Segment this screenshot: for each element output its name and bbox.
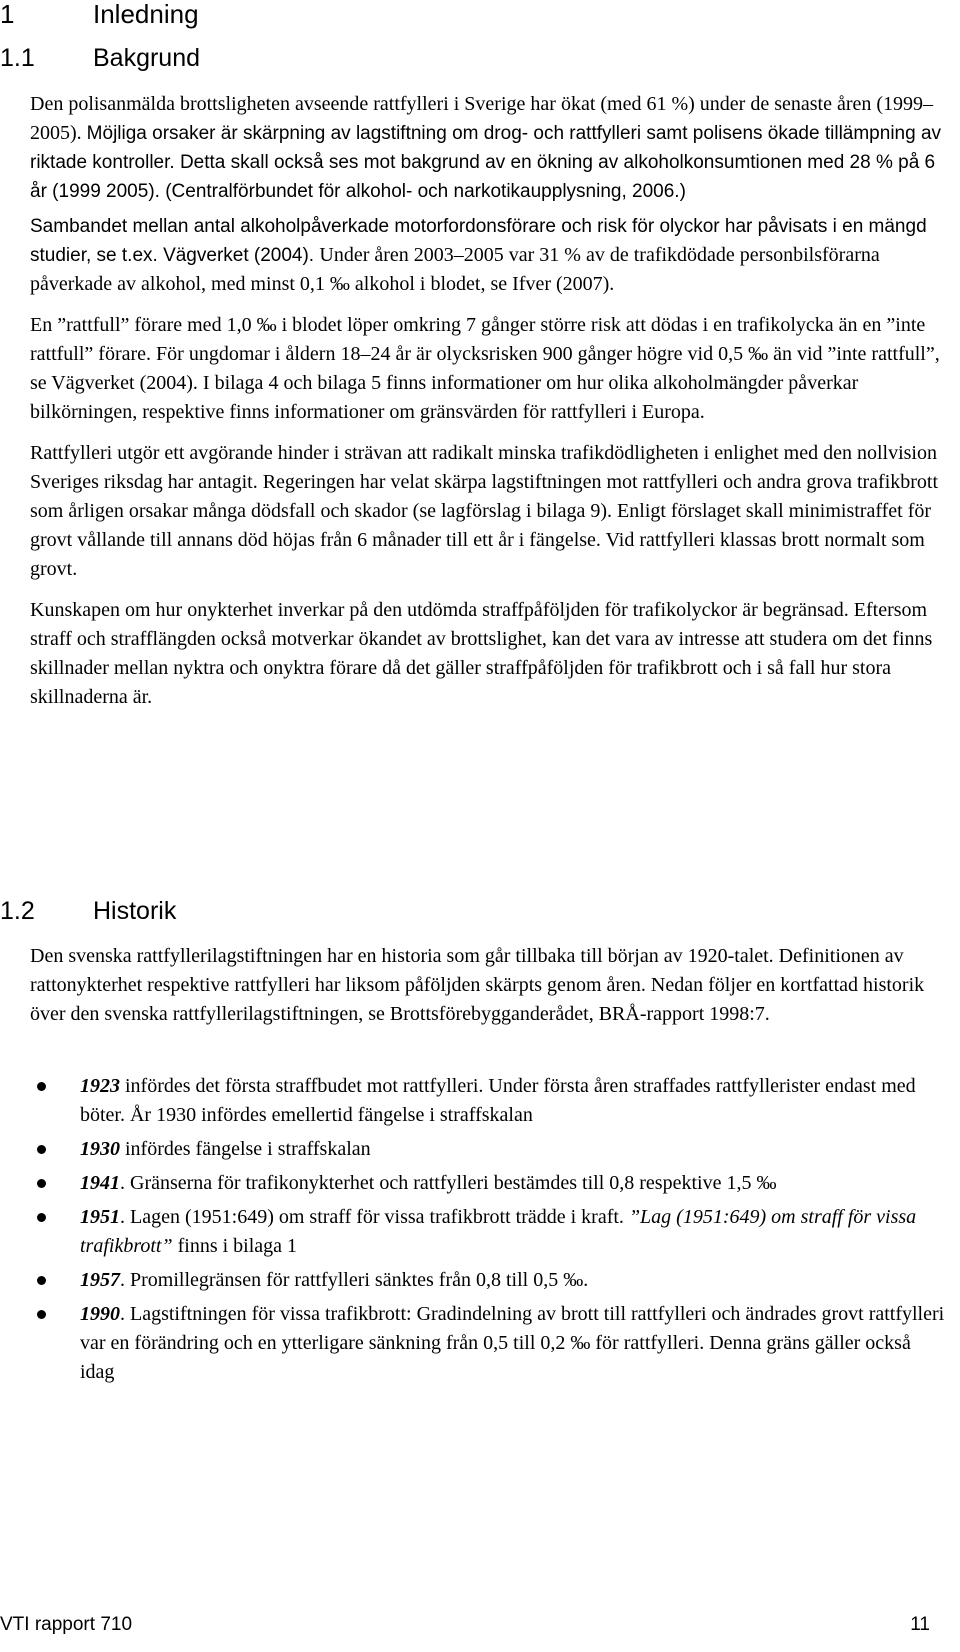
paragraph: Rattfylleri utgör ett avgörande hinder i strävan att radikalt minska trafikdödligheten i enlighet med den nollvision Sveriges riksdag har antagit. Regeringen har velat skärpa lagstiftningen mot rattfylleri och andra grova trafikbrott som årligen orsakar många dödsfall och skador (se lagförslag i bilaga 9). Enligt förslaget skall minimistraffet för grovt vållande till annans död höjas från 6 månader till ett år i fängelse. Vid rattfylleri klassas brott normalt som grovt. [30,442,939,580]
list-item-italic: ”Lag (1951:649) om straff för vissa trafikbrott” [80,1206,917,1257]
section-historik-body [30,942,950,1029]
bullet-icon [37,1082,46,1091]
list-item-text: . Gränserna för trafikonykterhet och rattfylleri bestämdes till 0,8 respektive 1,5 ‰ [120,1172,777,1194]
bullet-icon [37,1276,46,1285]
paragraph [30,212,950,299]
paragraph: Kunskapen om hur onykterhet inverkar på den utdömda straffpåföljden för trafikolyckor är begränsad. Eftersom straff och strafflängden också motverkar ökandet av brottslighet, kan det vara av intresse att studera om det finns skillnader mellan nyktra och onyktra förare då det gäller straffpåföljden för trafikbrott och i så fall hur stora skillnaderna är. [30,599,933,708]
bullet-icon [37,1310,46,1319]
bullet-icon [37,1145,46,1154]
list-item-text: . Lagen (1951:649) om straff för vissa trafikbrott trädde i kraft. [120,1206,629,1228]
section-number: 1.1 [0,44,35,72]
paragraph-text: Sambandet mellan antal alkoholpåverkade motorfordonsförare och risk för olyckor har påvisats i en mängd studier, se t.ex. Vägverket (2004). [30,216,927,266]
section-heading-bakgrund [0,42,200,74]
paragraph: Den svenska rattfyllerilagstiftningen har en historia som går tillbaka till början av 1920-talet. Definitionen av rattonykterhet respektive rattfylleri har liksom påföljden skärpts genom åren. Nedan följer en kortfattad historik över den svenska rattfyllerilagstiftningen, se Brottsförebygganderådet, BRÅ-rapport 1998:7. [30,945,925,1025]
chapter-heading [0,0,199,30]
section-title: Historik [93,897,177,925]
footer-page-number: 11 [910,1614,930,1635]
bullet-icon [37,1213,46,1222]
list-item [0,1300,950,1387]
paragraph [30,90,950,206]
list-item [0,1266,950,1295]
section-bakgrund-body [30,90,950,712]
list-item-year: 1930 [80,1138,120,1160]
list-item-year: 1990 [80,1303,120,1325]
paragraph-text: Den polisanmälda brottsligheten avseende rattfylleri i Sverige har ökat (med 61 %) under de senaste åren (1999–2005). [30,93,934,144]
section-heading-historik [0,895,176,927]
list-item-text: infördes det första straffbudet mot rattfylleri. Under första åren straffades rattfyllerister endast med böter. År 1930 infördes emellertid fängelse i straffskalan [80,1075,916,1126]
list-item-year: 1957 [80,1269,120,1291]
footer-report-name: VTI rapport 710 [0,1614,133,1635]
list-item-year: 1951 [80,1206,120,1228]
list-item [0,1169,950,1198]
list-item [0,1203,950,1261]
paragraph: En ”rattfull” förare med 1,0 ‰ i blodet löper omkring 7 gånger större risk att dödas i en trafikolycka än en ”inte rattfull” förare. För ungdomar i åldern 18–24 år är olycksrisken 900 gånger högre vid 0,5 ‰ än vid ”inte rattfull”, se Vägverket (2004). I bilaga 4 och bilaga 5 finns informationer om hur olika alkoholmängder påverkar bilkörningen, respektive finns informationer om gränsvärden för rattfylleri i Europa. [30,314,940,423]
list-item-text: finns i bilaga 1 [172,1235,298,1257]
section-number: 1.2 [0,897,35,925]
paragraph-text: Under åren 2003–2005 var 31 % av de trafikdödade personbilsförarna påverkade av alkohol, med minst 0,1 ‰ alkohol i blodet, se Ifver (2007). [30,244,880,295]
bullet-icon [37,1179,46,1188]
list-item-text: infördes fängelse i straffskalan [120,1138,371,1160]
chapter-number: 1 [0,0,15,29]
history-list [0,1072,950,1392]
list-item-text: . Promillegränsen för rattfylleri sänktes från 0,8 till 0,5 ‰. [120,1269,589,1291]
list-item-year: 1941 [80,1172,120,1194]
list-item [0,1135,950,1164]
list-item-year: 1923 [80,1075,120,1097]
paragraph-text: Möjliga orsaker är skärpning av lagstiftning om drog- och rattfylleri samt polisens ökade tillämpning av riktade kontroller. Detta skall också ses mot bakgrund av en ökning av alkoholkonsumtionen med 28 % på 6 år (1999 2005). (Centralförbundet för alkohol- och narkotikaupplysning, 2006.) [30,123,942,202]
list-item [0,1072,950,1130]
section-title: Bakgrund [93,44,201,72]
list-item-text: . Lagstiftningen för vissa trafikbrott: Gradindelning av brott till rattfylleri och ändrades grovt rattfylleri var en förändring och en ytterligare sänkning från 0,5 till 0,2 ‰ för rattfylleri. Denna gräns gäller också idag [80,1303,945,1383]
chapter-title: Inledning [93,0,199,29]
